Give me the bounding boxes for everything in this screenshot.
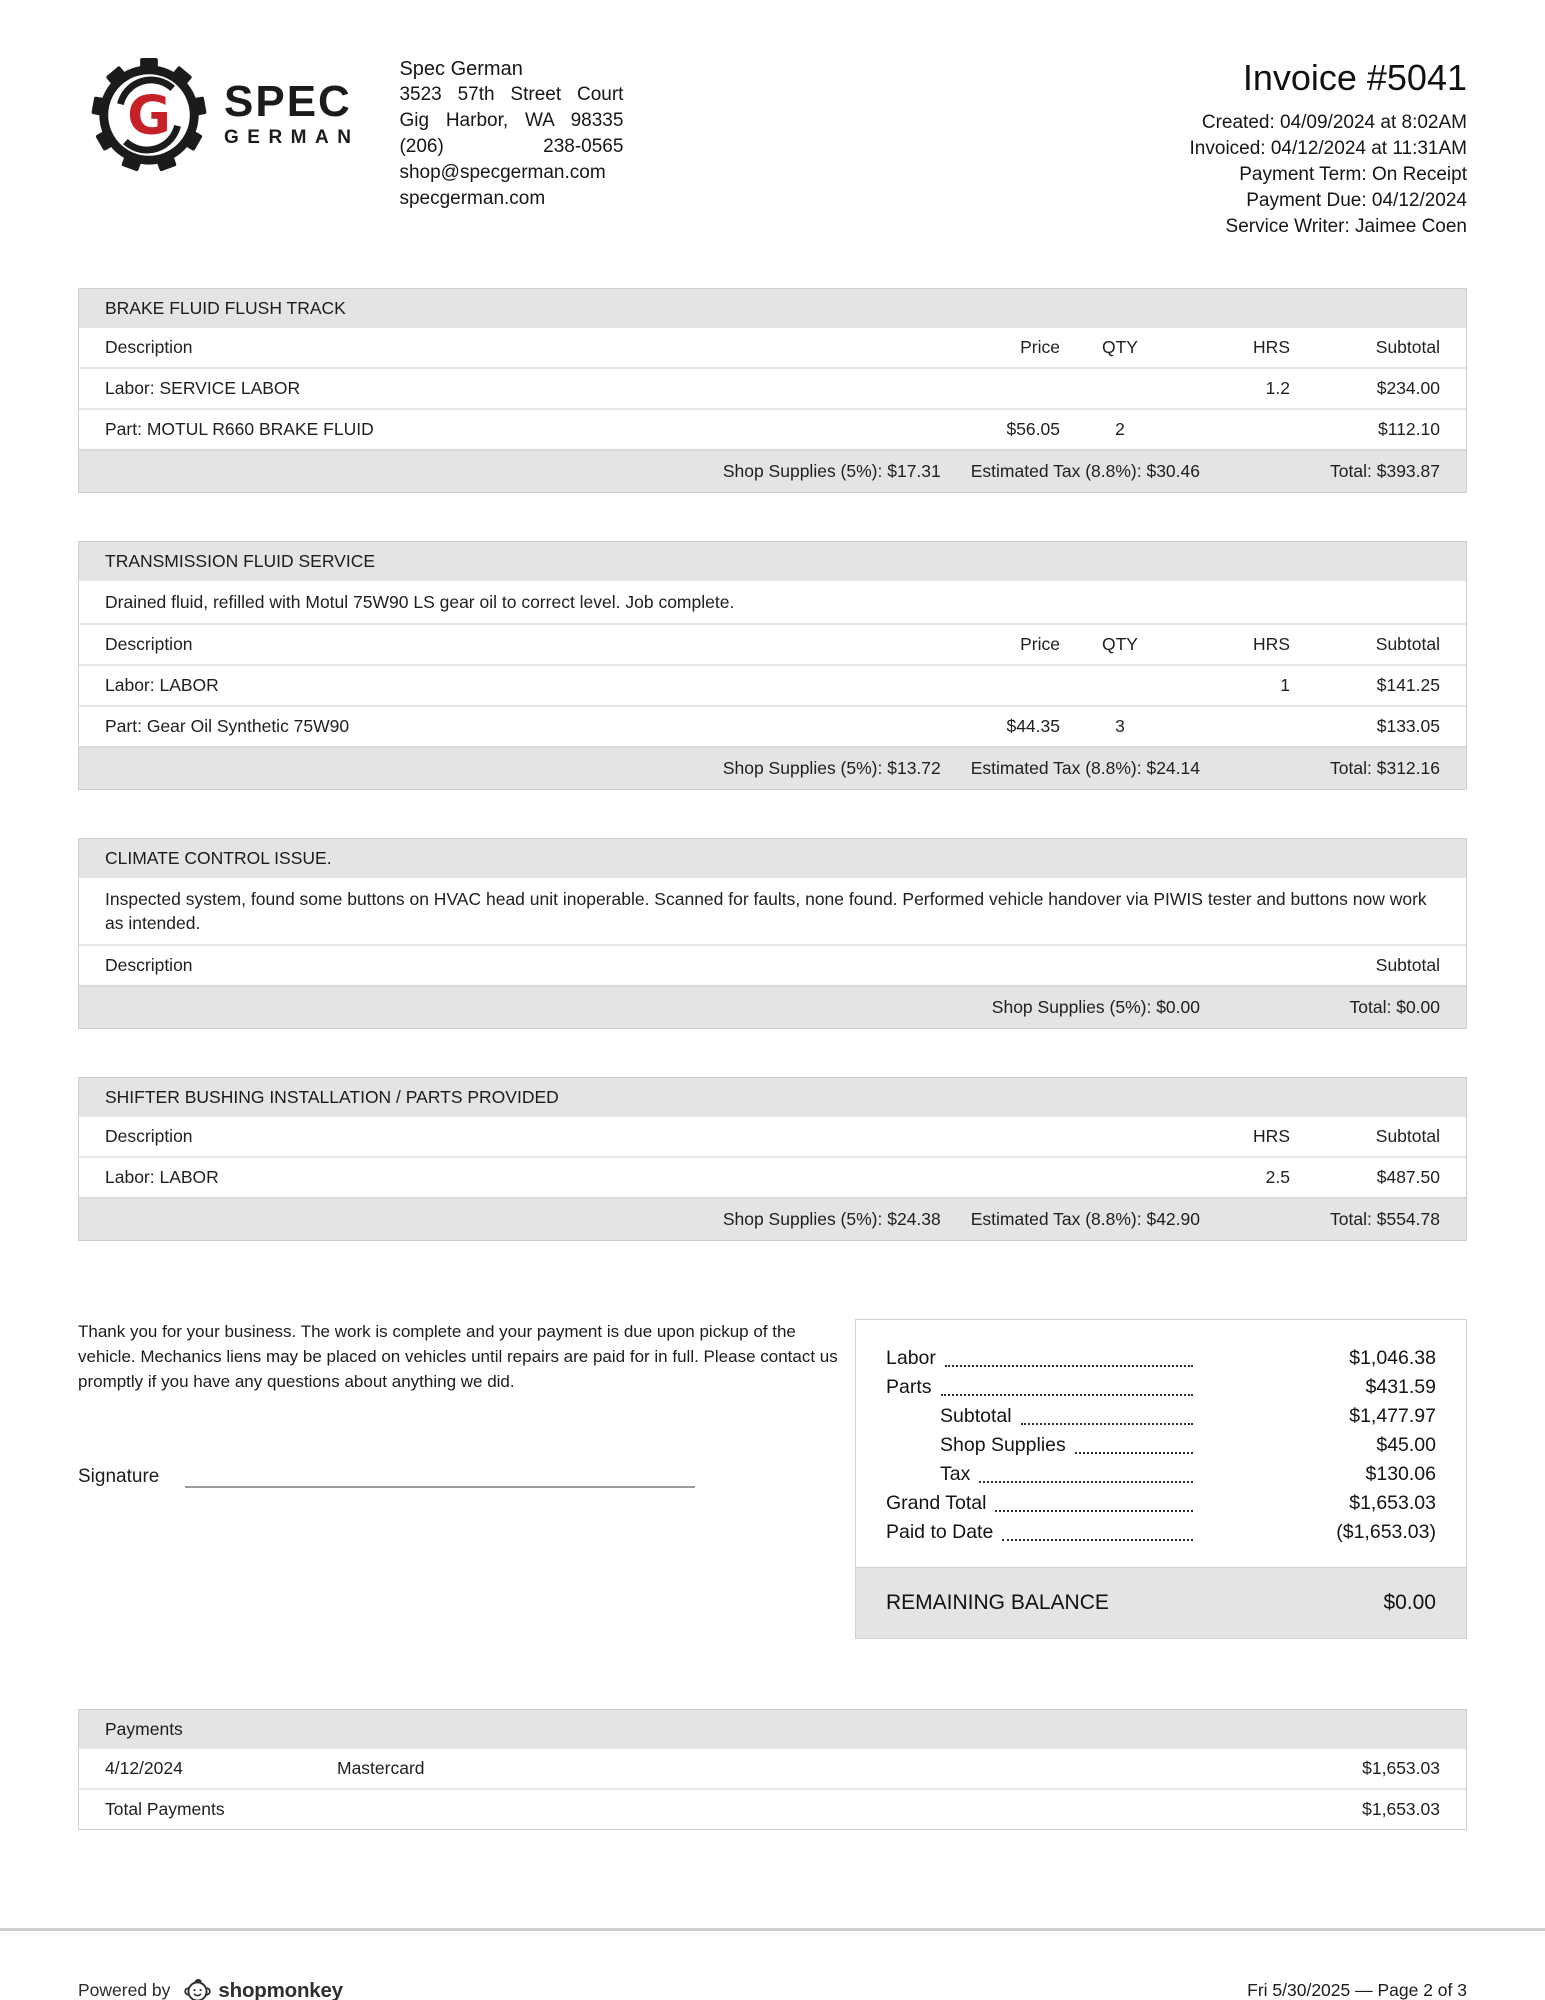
dot-leader [1021,1423,1193,1425]
row-price: $44.35 [1006,716,1060,736]
footer-divider [0,1928,1545,1931]
totals-label: Labor [886,1347,936,1369]
row-description: Labor: SERVICE LABOR [105,378,301,398]
col-header-subtotal: Subtotal [1375,955,1440,975]
brand-text [224,77,360,149]
row-price [910,675,1060,696]
section-note: Inspected system, found some buttons on HVAC head unit inoperable. Scanned for faults, none found. Performed vehicle handover via PIWIS tester and buttons now work as intended. [79,878,1466,944]
page-info: Fri 5/30/2025 — Page 2 of 3 [1247,1980,1467,2000]
row-price: $56.05 [1006,419,1060,439]
totals-label: Parts [886,1376,932,1398]
row-qty: 3 [1115,716,1125,736]
payment-amount: $1,653.03 [1362,1758,1440,1778]
invoice-meta [1190,56,1467,240]
col-header-subtotal: Subtotal [1375,1126,1440,1146]
row-subtotal: $234.00 [1376,378,1440,398]
column-header-row [79,623,1466,664]
summary-shop-supplies: Shop Supplies (5%): $17.31 [722,461,941,481]
invoice-invoiced: Invoiced: 04/12/2024 at 11:31AM [1189,138,1467,159]
column-header-row [79,944,1466,985]
summary-shop-supplies: Shop Supplies (5%): $24.38 [722,1209,941,1229]
row-subtotal: $112.10 [1378,419,1440,439]
table-row [79,367,1466,408]
totals-row-tax [886,1460,1436,1489]
row-subtotal: $141.25 [1376,675,1440,695]
logo-letter-g: G [127,84,171,147]
totals-row-shop-supplies [886,1431,1436,1460]
dot-leader [995,1510,1193,1512]
summary-shop-supplies: Shop Supplies (5%): $13.72 [722,758,941,778]
row-hrs [1180,419,1290,440]
shopmonkey-logo [184,1977,342,2000]
summary-total: Total: $312.16 [1330,758,1440,778]
invoice-service-writer: Service Writer: Jaimee Coen [1225,216,1467,237]
service-section-climate-control [78,838,1467,1029]
row-hrs [1180,716,1290,737]
service-section-transmission [78,541,1467,790]
row-hrs: 1 [1280,675,1290,695]
dot-leader [1075,1452,1193,1454]
totals-value: $45.00 [1376,1434,1436,1456]
closing-region [78,1319,1467,1639]
totals-label: Shop Supplies [940,1434,1066,1456]
payments-total-row [79,1788,1466,1829]
totals-value: $1,653.03 [1349,1492,1436,1514]
summary-estimated-tax: Estimated Tax (8.8%): $24.14 [970,758,1200,778]
row-qty [1060,675,1180,696]
totals-row-subtotal [886,1402,1436,1431]
col-header-subtotal: Subtotal [1375,337,1440,357]
payments-total-amount: $1,653.03 [1362,1799,1440,1819]
section-title: SHIFTER BUSHING INSTALLATION / PARTS PROVIDED [79,1078,1466,1117]
brand-name-bottom: GERMAN [224,127,360,148]
company-address-line1: 3523 57th Street Court [399,84,624,105]
summary-total: Total: $393.87 [1330,461,1440,481]
thank-you-note: Thank you for your business. The work is complete and your payment is due upon pickup of the vehicle. Mechanics liens may be placed on vehicles until repairs are paid for in full. Please contact us promptly if you have any questions about anything we did. [78,1322,838,1391]
col-header-description: Description [105,955,193,975]
col-header-price: Price [1020,634,1060,654]
company-email: shop@specgerman.com [399,162,606,183]
col-header-description: Description [105,1126,193,1146]
footer [78,1977,1467,2000]
row-description: Part: Gear Oil Synthetic 75W90 [105,716,350,736]
signature-row [78,1462,853,1488]
totals-row-labor [886,1344,1436,1373]
company-address-line2: Gig Harbor, WA 98335 [399,110,624,131]
section-summary [79,1197,1466,1240]
totals-label: Grand Total [886,1492,987,1514]
row-description: Labor: LABOR [105,675,219,695]
row-price [910,378,1060,399]
totals-value: ($1,653.03) [1336,1521,1436,1543]
totals-label: Subtotal [940,1405,1012,1427]
col-header-subtotal: Subtotal [1375,634,1440,654]
totals-value: $431.59 [1365,1376,1436,1398]
table-row [79,1156,1466,1197]
totals-row-parts [886,1373,1436,1402]
dot-leader [941,1394,1193,1396]
remaining-balance-row [856,1567,1466,1638]
signature-line [185,1462,695,1488]
column-header-row [79,328,1466,367]
section-note: Drained fluid, refilled with Motul 75W90 LS gear oil to correct level. Job complete. [79,581,1466,623]
invoice-header [78,56,1467,240]
section-title: TRANSMISSION FLUID SERVICE [79,542,1466,581]
row-subtotal: $133.05 [1376,716,1440,736]
col-header-description: Description [105,337,193,357]
invoice-title: Invoice #5041 [1242,57,1467,98]
signature-label: Signature [78,1466,160,1487]
col-header-price: Price [1020,337,1060,357]
remaining-balance-label: REMAINING BALANCE [886,1591,1109,1614]
totals-value: $1,477.97 [1349,1405,1436,1427]
col-header-hrs: HRS [1253,634,1290,654]
payments-title: Payments [79,1710,1466,1749]
summary-estimated-tax: Estimated Tax (8.8%): $30.46 [970,461,1200,481]
dot-leader [979,1481,1193,1483]
gear-logo-icon [90,56,208,174]
shopmonkey-wordmark: shopmonkey [218,1978,343,2000]
totals-row-grand-total [886,1489,1436,1518]
col-header-hrs: HRS [1253,1126,1290,1146]
col-header-description: Description [105,634,193,654]
dot-leader [945,1365,1193,1367]
totals-row-paid-to-date [886,1518,1436,1547]
invoice-payment-term: Payment Term: On Receipt [1239,164,1467,185]
row-description: Labor: LABOR [105,1167,219,1187]
totals-label: Tax [940,1463,971,1485]
section-summary [79,746,1466,789]
company-phone: (206) 238-0565 [399,136,624,157]
table-row [79,408,1466,449]
row-hrs: 1.2 [1265,378,1290,398]
section-summary [79,985,1466,1028]
totals-value: $1,046.38 [1349,1347,1436,1369]
section-title: BRAKE FLUID FLUSH TRACK [79,289,1466,328]
payment-row [79,1749,1466,1788]
column-header-row [79,1117,1466,1156]
company-info [399,56,623,212]
summary-estimated-tax: Estimated Tax (8.8%): $42.90 [970,1209,1200,1229]
powered-by-label: Powered by [78,1980,171,2000]
company-website: specgerman.com [399,188,546,209]
invoice-created: Created: 04/09/2024 at 8:02AM [1201,112,1467,133]
totals-label: Paid to Date [886,1521,994,1543]
monkey-icon [184,1977,211,2000]
company-logo [90,56,359,174]
col-header-qty: QTY [1102,337,1138,357]
service-section-shifter-bushing [78,1077,1467,1241]
row-qty [1060,378,1180,399]
payment-method: Mastercard [337,1758,425,1778]
summary-total: Total: $0.00 [1349,997,1440,1017]
row-hrs: 2.5 [1265,1167,1290,1187]
dot-leader [1002,1539,1193,1541]
section-summary [79,449,1466,492]
company-name: Spec German [399,58,523,80]
col-header-qty: QTY [1102,634,1138,654]
table-row [79,664,1466,705]
table-row [79,705,1466,746]
row-qty: 2 [1115,419,1125,439]
payments-total-label: Total Payments [105,1799,225,1819]
row-subtotal: $487.50 [1376,1167,1440,1187]
payments-section [78,1709,1467,1830]
totals-value: $130.06 [1365,1463,1436,1485]
brand-name-top: SPEC [224,77,352,126]
service-section-brake-fluid [78,288,1467,493]
summary-shop-supplies: Shop Supplies (5%): $0.00 [991,997,1200,1017]
remaining-balance-value: $0.00 [1383,1591,1436,1614]
summary-total: Total: $554.78 [1330,1209,1440,1229]
row-description: Part: MOTUL R660 BRAKE FLUID [105,419,374,439]
col-header-hrs: HRS [1253,337,1290,357]
payment-date: 4/12/2024 [105,1758,183,1778]
invoice-payment-due: Payment Due: 04/12/2024 [1246,190,1467,211]
section-title: CLIMATE CONTROL ISSUE. [79,839,1466,878]
totals-box [855,1319,1467,1639]
